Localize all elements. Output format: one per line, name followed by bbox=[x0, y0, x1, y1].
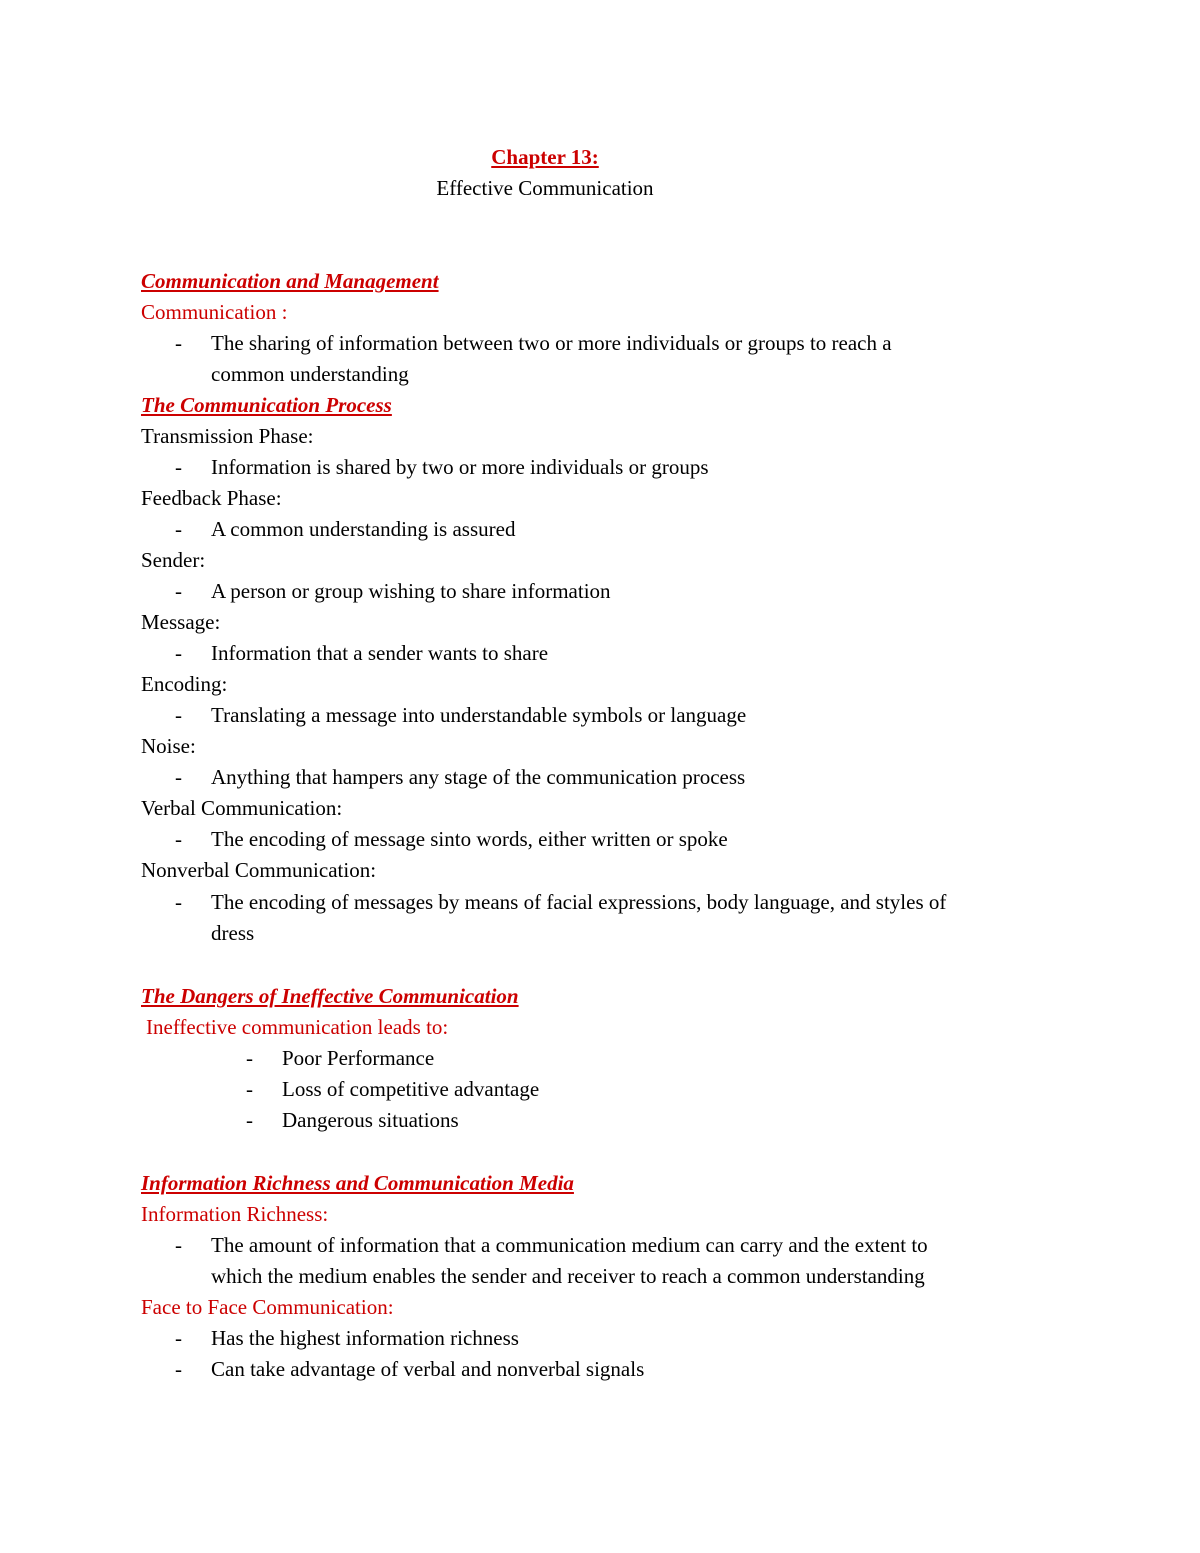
bullet-dash: - bbox=[175, 641, 182, 665]
bullet-dash: - bbox=[175, 517, 182, 541]
definition-message: Information that a sender wants to share bbox=[211, 641, 549, 665]
bullet-dash: - bbox=[175, 331, 182, 355]
bullet-dash: - bbox=[175, 703, 182, 727]
term-communication: Communication : bbox=[141, 300, 288, 324]
section-heading-dangers: The Dangers of Ineffective Communication bbox=[141, 984, 519, 1008]
definition-information-richness-line2: which the medium enables the sender and receiver to reach a common understanding bbox=[211, 1264, 925, 1288]
bullet-dash: - bbox=[246, 1077, 253, 1101]
definition-noise: Anything that hampers any stage of the communication process bbox=[211, 765, 746, 789]
term-message: Message: bbox=[141, 610, 221, 634]
face-to-face-point: Can take advantage of verbal and nonverbal signals bbox=[211, 1357, 645, 1381]
definition-nonverbal-line2: dress bbox=[211, 921, 255, 945]
term-face-to-face: Face to Face Communication: bbox=[141, 1295, 394, 1319]
section-heading-communication-management: Communication and Management bbox=[141, 269, 439, 293]
bullet-dash: - bbox=[175, 455, 182, 479]
section-heading-communication-process: The Communication Process bbox=[141, 393, 392, 417]
face-to-face-point: Has the highest information richness bbox=[211, 1326, 519, 1350]
chapter-title: Chapter 13: bbox=[491, 145, 599, 169]
term-noise: Noise: bbox=[141, 734, 196, 758]
definition-sender: A person or group wishing to share information bbox=[211, 579, 611, 603]
term-verbal-communication: Verbal Communication: bbox=[141, 796, 343, 820]
definition-feedback-phase: A common understanding is assured bbox=[211, 517, 516, 541]
bullet-dash: - bbox=[175, 1233, 182, 1257]
term-sender: Sender: bbox=[141, 548, 206, 572]
term-encoding: Encoding: bbox=[141, 672, 228, 696]
bullet-dash: - bbox=[246, 1046, 253, 1070]
danger-item: Poor Performance bbox=[282, 1046, 435, 1070]
chapter-subtitle: Effective Communication bbox=[436, 176, 654, 200]
bullet-dash: - bbox=[175, 1326, 182, 1350]
definition-transmission-phase: Information is shared by two or more individuals or groups bbox=[211, 455, 709, 479]
term-feedback-phase: Feedback Phase: bbox=[141, 486, 282, 510]
bullet-dash: - bbox=[175, 890, 182, 914]
definition-nonverbal-line1: The encoding of messages by means of facial expressions, body language, and styles of bbox=[211, 890, 947, 914]
definition-communication-line2: common understanding bbox=[211, 362, 409, 386]
term-transmission-phase: Transmission Phase: bbox=[141, 424, 314, 448]
danger-item: Dangerous situations bbox=[282, 1108, 459, 1132]
term-information-richness: Information Richness: bbox=[141, 1202, 329, 1226]
danger-item: Loss of competitive advantage bbox=[282, 1077, 540, 1101]
definition-communication-line1: The sharing of information between two or more individuals or groups to reach a bbox=[211, 331, 892, 355]
dangers-intro: Ineffective communication leads to: bbox=[146, 1015, 449, 1039]
bullet-dash: - bbox=[175, 1357, 182, 1381]
section-heading-information-richness: Information Richness and Communication Media bbox=[141, 1171, 574, 1195]
bullet-dash: - bbox=[175, 765, 182, 789]
definition-information-richness-line1: The amount of information that a communication medium can carry and the extent to bbox=[211, 1233, 928, 1257]
definition-verbal-communication: The encoding of message sinto words, either written or spoke bbox=[211, 827, 728, 851]
bullet-dash: - bbox=[246, 1108, 253, 1132]
term-nonverbal-communication: Nonverbal Communication: bbox=[141, 858, 377, 882]
bullet-dash: - bbox=[175, 827, 182, 851]
bullet-dash: - bbox=[175, 579, 182, 603]
definition-encoding: Translating a message into understandable symbols or language bbox=[211, 703, 747, 727]
